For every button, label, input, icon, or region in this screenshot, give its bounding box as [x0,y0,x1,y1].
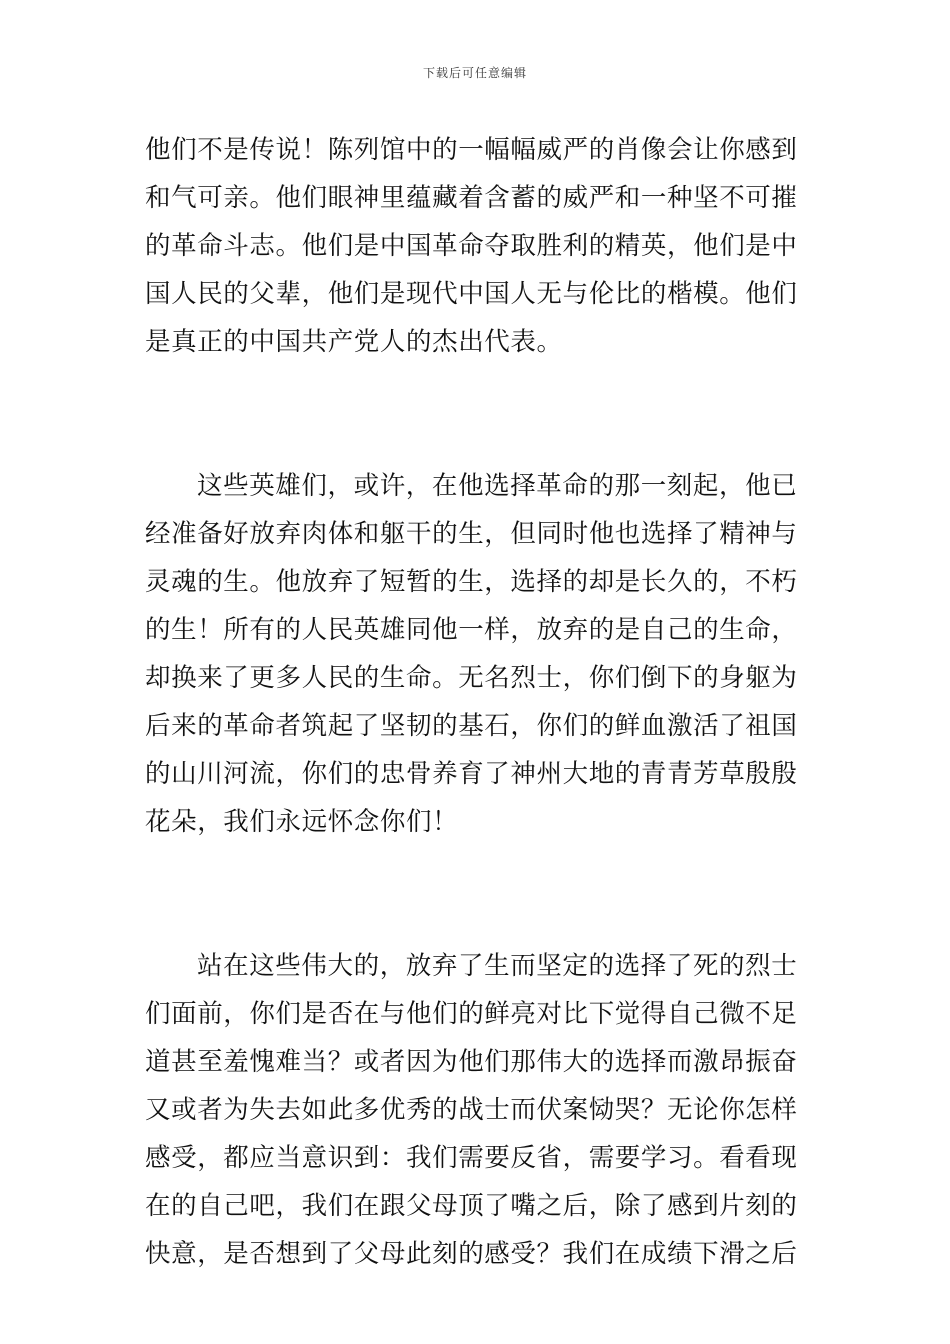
paragraph-line: 是真正的中国共产党人的杰出代表。 [145,327,563,357]
paragraph-line: 他们不是传说！陈列馆中的一幅幅威严的肖像会让你感到 [145,135,798,165]
paragraph-line: 在的自己吧，我们在跟父母顶了嘴之后，除了感到片刻的 [145,1191,798,1221]
paragraph-line: 却换来了更多人民的生命。无名烈士，你们倒下的身躯为 [145,663,798,693]
paragraph-line: 的山川河流，你们的忠骨养育了神州大地的青青芳草殷殷 [145,759,798,789]
paragraph-line: 站在这些伟大的，放弃了生而坚定的选择了死的烈士 [197,951,798,981]
paragraph-spacer [145,366,809,462]
paragraph-1 [145,126,809,366]
paragraph-line: 道甚至羞愧难当？或者因为他们那伟大的选择而激昂振奋 [145,1047,798,1077]
paragraph-line: 这些英雄们，或许，在他选择革命的那一刻起，他已 [197,471,798,501]
paragraph-line: 的生！所有的人民英雄同他一样，放弃的是自己的生命， [145,615,798,645]
paragraph-line: 花朵，我们永远怀念你们！ [145,807,459,837]
paragraph-line: 感受，都应当意识到：我们需要反省，需要学习。看看现 [145,1143,798,1173]
paragraph-line: 的革命斗志。他们是中国革命夺取胜利的精英，他们是中 [145,231,798,261]
paragraph-spacer [145,846,809,942]
paragraph-2 [145,462,809,846]
document-body [145,126,809,1278]
paragraph-line: 快意，是否想到了父母此刻的感受？我们在成绩下滑之后 [145,1239,798,1269]
paragraph-line: 经准备好放弃肉体和躯干的生，但同时他也选择了精神与 [145,519,798,549]
paragraph-line: 又或者为失去如此多优秀的战士而伏案恸哭？无论你怎样 [145,1095,798,1125]
paragraph-line: 灵魂的生。他放弃了短暂的生，选择的却是长久的，不朽 [145,567,798,597]
paragraph-line: 们面前，你们是否在与他们的鲜亮对比下觉得自己微不足 [145,999,798,1029]
paragraph-line: 后来的革命者筑起了坚韧的基石，你们的鲜血激活了祖国 [145,711,798,741]
page-header: 下载后可任意编辑 [422,66,527,80]
paragraph-line: 和气可亲。他们眼神里蕴藏着含蓄的威严和一种坚不可摧 [145,183,798,213]
paragraph-3 [145,942,809,1278]
paragraph-line: 国人民的父辈，他们是现代中国人无与伦比的楷模。他们 [145,279,798,309]
